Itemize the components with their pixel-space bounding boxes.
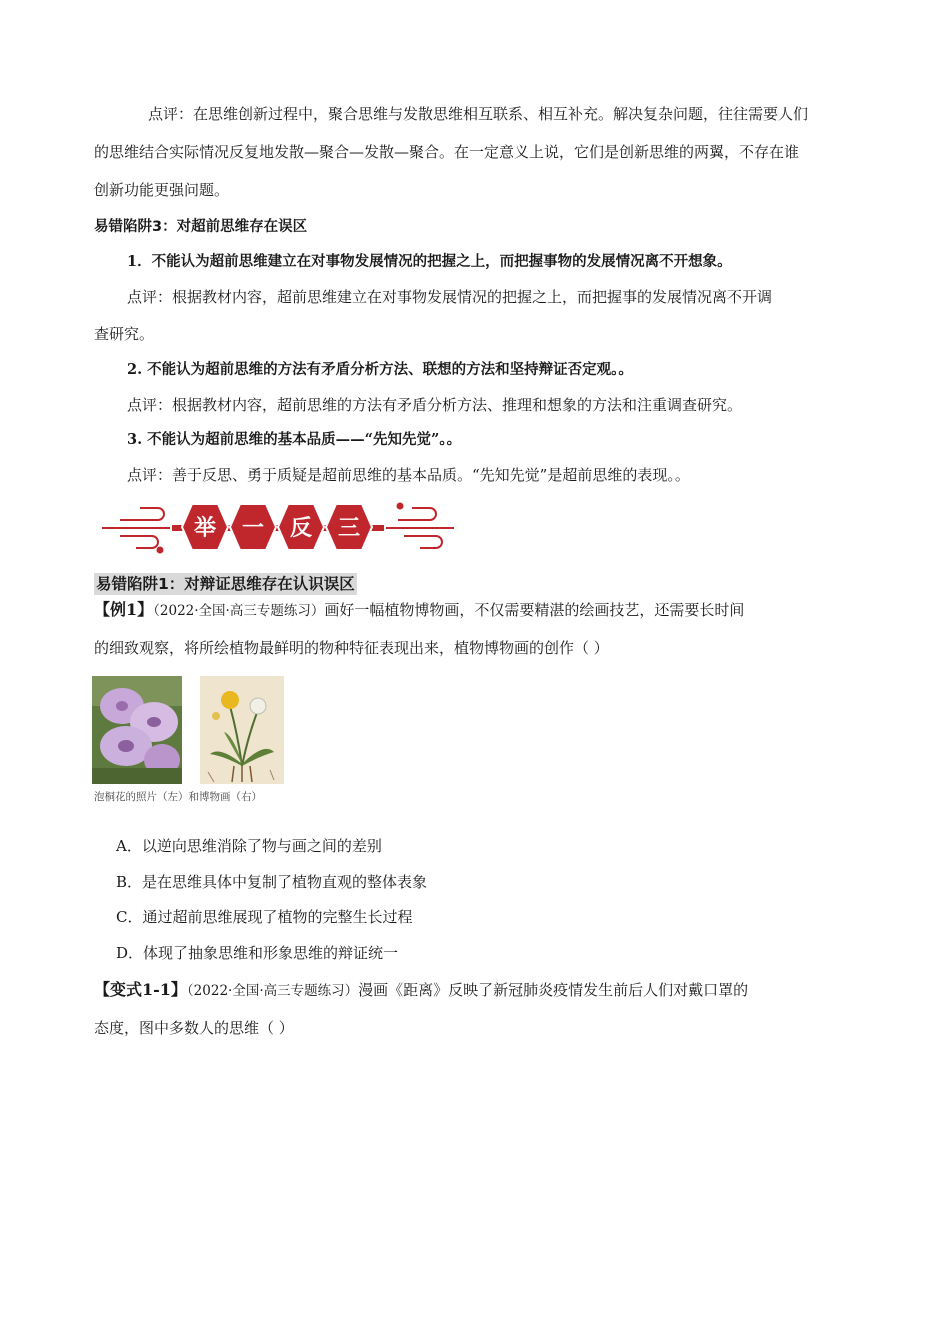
- banner-char-3: 反: [289, 516, 313, 541]
- example1-line-1: [94, 599, 744, 622]
- comment-line-2: 的思维结合实际情况反复地发散—聚合—发散—聚合。在一定意义上说，它们是创新思维的两翼，不存在谁: [94, 143, 800, 161]
- comment-line-1: 点评：在思维创新过程中，聚合思维与发散思维相互联系、相互补充。解决复杂问题，往往需要人们: [148, 105, 809, 123]
- variant1-1-tag: 【变式1-1】: [94, 980, 187, 999]
- option-c: C．通过超前思维展现了植物的完整生长过程: [116, 908, 413, 926]
- trap3-heading: 易错陷阱3：对超前思维存在误区: [94, 219, 308, 235]
- figure-caption: 泡桐花的照片（左）和博物画（右）: [94, 791, 262, 803]
- right-swirl-decoration: [386, 504, 454, 549]
- banner-char-4: 三: [337, 516, 361, 541]
- trap3-item1-comment-1: 点评：根据教材内容，超前思维建立在对事物发展情况的把握之上，而把握事的发展情况离不开调: [127, 288, 773, 306]
- trap3-item2-title: 2. 不能认为超前思维的方法有矛盾分析方法、联想的方法和坚持辩证否定观。。: [127, 361, 633, 378]
- comment-line-3: 创新功能更强问题。: [94, 181, 230, 199]
- option-a: A．以逆向思维消除了物与画之间的差别: [116, 837, 382, 855]
- banner-char-2: 一: [241, 516, 265, 541]
- trap3-item3-comment: 点评：善于反思、勇于质疑是超前思维的基本品质。“先知先觉”是超前思维的表现。。: [127, 466, 690, 484]
- option-b: B．是在思维具体中复制了植物直观的整体表象: [116, 873, 428, 891]
- example1-figure: [92, 676, 284, 790]
- banner-graphic: [100, 498, 456, 556]
- variant1-1-stem-1: 漫画《距离》反映了新冠肺炎疫情发生前后人们对戴口罩的: [358, 981, 749, 999]
- example1-stem-1: 画好一幅植物博物画，不仅需要精湛的绘画技艺，还需要长时间: [324, 601, 745, 619]
- trap1-heading: [94, 573, 357, 595]
- paulownia-images: [92, 676, 284, 786]
- trap3-item3-title: 3. 不能认为超前思维的基本品质——“先知先觉”。。: [127, 431, 462, 448]
- trap3-item2-comment: 点评：根据教材内容，超前思维的方法有矛盾分析方法、推理和想象的方法和注重调查研究。: [127, 396, 743, 414]
- example1-source: （2022·全国·高三专题练习）: [153, 603, 325, 619]
- paulownia-photo: [92, 676, 182, 784]
- variant1-1-stem-2: 态度，图中多数人的思维（ ）: [94, 1019, 294, 1037]
- banner-char-1: 举: [193, 516, 217, 541]
- variant1-1-source: （2022·全国·高三专题练习）: [186, 983, 359, 999]
- trap3-item1-title: 1．不能认为超前思维建立在对事物发展情况的把握之上，而把握事物的发展情况离不开想象。: [127, 253, 732, 270]
- botanical-painting: [200, 676, 284, 784]
- example1-stem-2: 的细致观察，将所绘植物最鲜明的物种特征表现出来，植物博物画的创作（ ）: [94, 639, 609, 657]
- example1-tag: 【例1】: [94, 600, 154, 619]
- left-swirl-decoration: [102, 508, 170, 553]
- trap3-item1-comment-2: 查研究。: [94, 325, 155, 343]
- jyfs-banner: [100, 498, 456, 556]
- trap1-heading-text: 易错陷阱1：对辩证思维存在认识误区: [96, 575, 355, 593]
- variant1-1-line-1: [94, 979, 748, 1002]
- option-d: D．体现了抽象思维和形象思维的辩证统一: [116, 944, 399, 962]
